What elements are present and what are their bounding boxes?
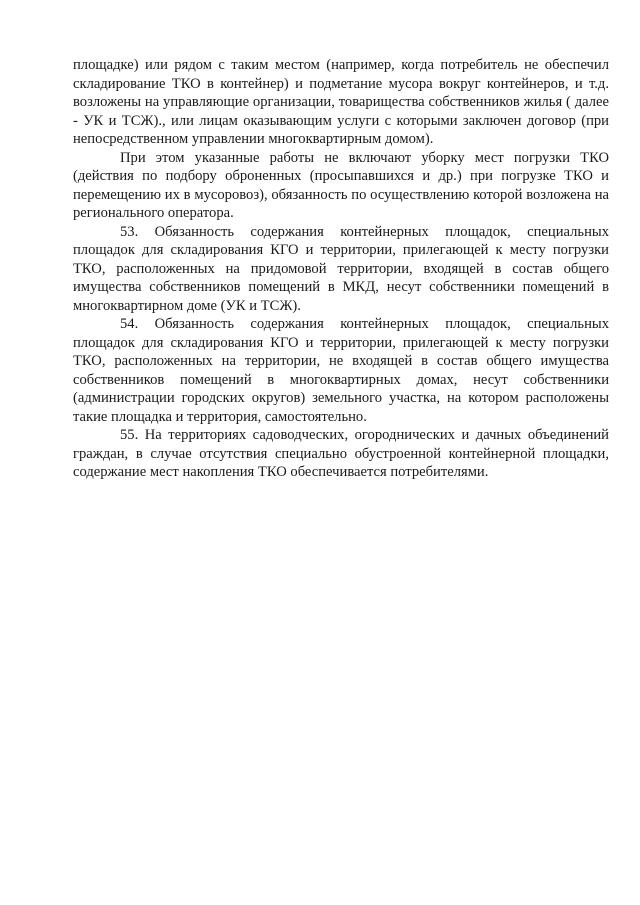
paragraph-55: 55. На территориях садоводческих, огороднических и дачных объединений граждан, в случае отсутствия специально обустроенной контейнерной площадки, содержание мест накопления ТКО обеспечивается потребителями. [73,427,609,480]
paragraph-53: 53. Обязанность содержания контейнерных площадок, специальных площадок для складирования КГО и территории, прилегающей к месту погрузки ТКО, расположенных на придомовой территории, входящей в состав общего имущества собственников помещений в МКД, несут собственники помещений в многоквартирном доме (УК и ТСЖ). [73,223,609,314]
paragraph-54: 54. Обязанность содержания контейнерных площадок, специальных площадок для складирования КГО и территории, прилегающей к месту погрузки ТКО, расположенных на территории, не входящей в состав общего имущества собственников помещений в многоквартирных домах, несут собственники (администрации городских округов) земельного участка, на котором расположены такие площадка и территория, самостоятельно. [73,316,609,425]
paragraph-loading-places: При этом указанные работы не включают уборку мест погрузки ТКО (действия по подбору оброненных (просыпавшихся и др.) при погрузке ТКО и перемещению их в мусоровоз), обязанность по осуществлению которой возложена на регионального оператора. [73,149,609,221]
document-page [73,56,609,482]
paragraph-continuation: площадке) или рядом с таким местом (например, когда потребитель не обеспечил складирование ТКО в контейнер) и подметание мусора вокруг контейнеров, и т.д. возложены на управляющие организации, товарищества собственников жилья ( далее - УК и ТСЖ)., или лицам оказывающим услуги с которыми заключен договор (при непосредственном управлении многоквартирным домом). [73,57,609,147]
